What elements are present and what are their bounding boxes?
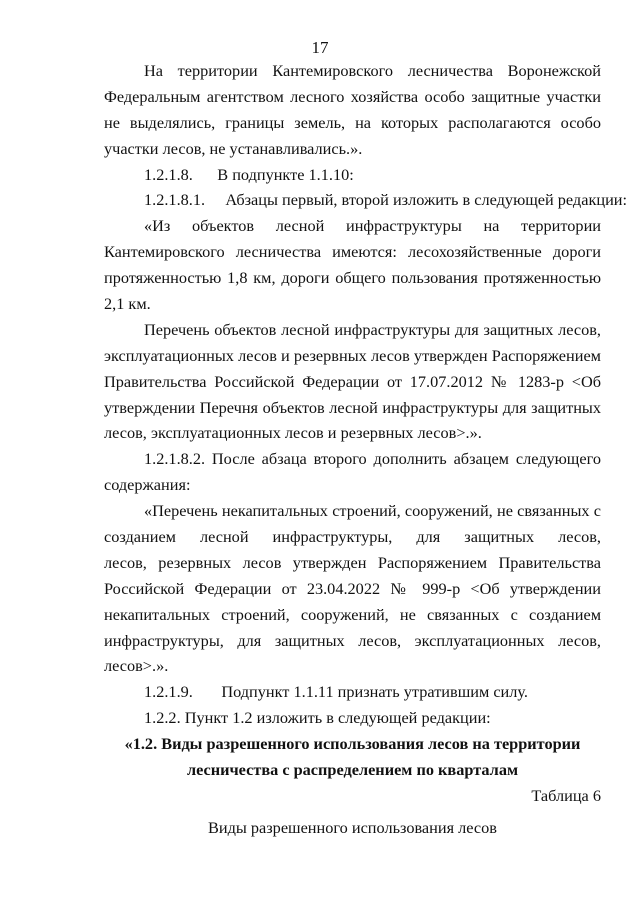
paragraph-line: Кантемировского лесничества имеются: лесохозяйственные дороги <box>104 242 601 262</box>
subpoint-line: 1.2.2. Пункт 1.2 изложить в следующей редакции: <box>144 708 491 728</box>
section-heading: «1.2. Виды разрешенного использования лесов на территории <box>124 734 581 754</box>
paragraph-line: 2,1 км. <box>104 294 151 314</box>
paragraph-line: «Из объектов лесной инфраструктуры на территории <box>144 216 601 236</box>
subpoint-line: 1.2.1.9. Подпункт 1.1.11 признать утратившим силу. <box>144 682 528 702</box>
paragraph-line: эксплуатационных лесов и резервных лесов утвержден Распоряжением <box>104 345 601 365</box>
paragraph-line: Правительства Российской Федерации от 17.07.2012 № 1283-р <Об <box>104 371 601 391</box>
document-body <box>104 58 628 841</box>
page-number: 17 <box>311 38 329 57</box>
subpoint-line: 1.2.1.8.1. Абзацы первый, второй изложить в следующей редакции: <box>144 190 628 210</box>
subpoint-line: 1.2.1.8. В подпункте 1.1.10: <box>144 164 354 184</box>
paragraph-line: лесов, эксплуатационных лесов и резервных лесов>.». <box>104 423 482 443</box>
paragraph-line: утверждении Перечня объектов лесной инфраструктуры для защитных <box>104 397 601 417</box>
subpoint-line: 1.2.1.8.2. После абзаца второго дополнить абзацем следующего <box>144 449 601 469</box>
paragraph-line: содержания: <box>104 475 191 495</box>
paragraph-line: Федеральным агентством лесного хозяйства особо защитные участки <box>104 86 601 106</box>
paragraph-line: Российской Федерации от 23.04.2022 № 999-р <Об утверждении <box>104 578 601 598</box>
paragraph-line: «Перечень некапитальных строений, сооружений, не связанных с <box>144 501 601 521</box>
paragraph-line: лесов>.». <box>104 656 169 676</box>
paragraph-line: участки лесов, не устанавливались.». <box>104 138 363 158</box>
paragraph-line: Перечень объектов лесной инфраструктуры для защитных лесов, <box>144 319 601 339</box>
paragraph-line: некапитальных строений, сооружений, не связанных с созданием <box>104 604 601 624</box>
paragraph-line: созданием лесной инфраструктуры, для защитных лесов, <box>104 527 601 547</box>
paragraph-line: не выделялись, границы земель, на которых располагаются особо <box>104 112 601 132</box>
table-label: Таблица 6 <box>531 785 601 805</box>
paragraph-line: протяженностью 1,8 км, дороги общего пользования протяженностью <box>104 268 601 288</box>
paragraph-line: лесов, резервных лесов утвержден Распоряжением Правительства <box>104 552 601 572</box>
paragraph-line: инфраструктуры, для защитных лесов, эксплуатационных лесов, <box>104 630 601 650</box>
paragraph-line: На территории Кантемировского лесничества Воронежской <box>144 61 601 80</box>
section-heading: лесничества с распределением по кварталам <box>186 760 519 780</box>
table-title: Виды разрешенного использования лесов <box>208 817 497 837</box>
